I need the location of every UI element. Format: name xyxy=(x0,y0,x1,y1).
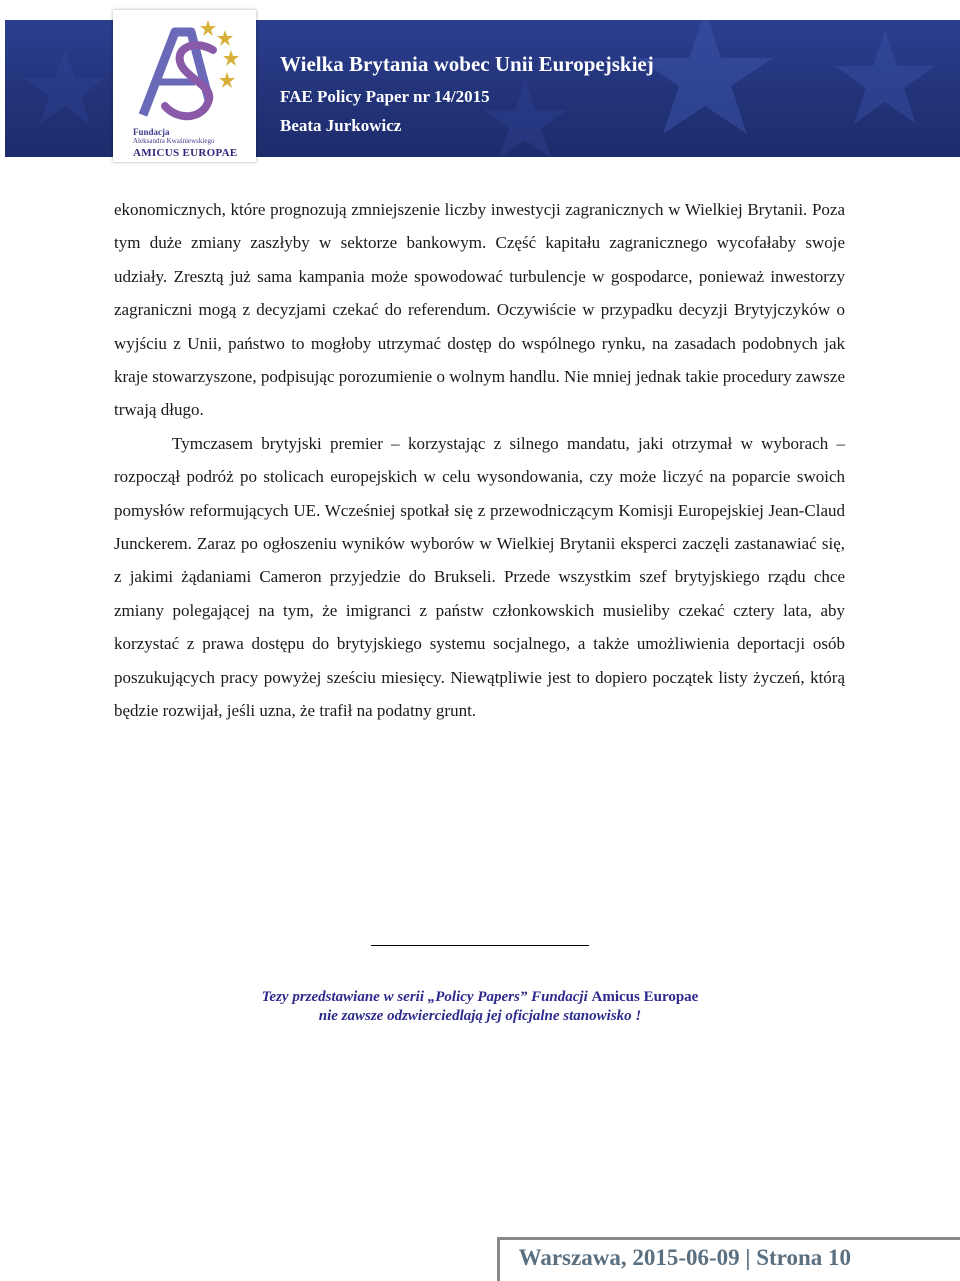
footer-date-page: Warszawa, 2015-06-09 | Strona 10 xyxy=(518,1245,851,1270)
disclaimer-text-part1: Tezy przedstawiane w serii „Policy Papers” Fundacji xyxy=(261,989,592,1005)
disclaimer xyxy=(180,988,780,1026)
paragraph-2: Tymczasem brytyjski premier – korzystając z silnego mandatu, jaki otrzymał w wyborach – rozpoczął podróż po stolicach europejskich w celu wysondowania, czy może liczyć na poparcie swoich pomysłów reformujących UE. Wcześniej spotkał się z przewodniczącym Komisji Europejskiej Jean-Claud Junckerem. Zaraz po ogłoszeniu wyników wyborów w Wielkiej Brytanii eksperci zaczęli zastanawiać się, z jakimi żądaniami Cameron przyjedzie do Brukseli. Przede wszystkim szef brytyjskiego rządu chce zmiany polegającej na tym, że imigranci z państw członkowskich musieliby czekać cztery lata, aby korzystać z prawa dostępu do brytyjskiego systemu socjalnego, a także umożliwienia deportacji osób poszukujących pracy powyżej sześciu miesięcy. Niewątpliwie jest to dopiero początek listy życzeń, którą będzie rozwijał, jeśli uzna, że trafił na podatny grunt. xyxy=(114,433,845,721)
body-text xyxy=(114,193,845,728)
series-number: FAE Policy Paper nr 14/2015 xyxy=(280,87,490,106)
amicus-europae-logo-icon xyxy=(113,10,256,128)
page-footer xyxy=(497,1237,960,1281)
logo-caption-fundacja: Fundacja xyxy=(133,127,170,137)
disclaimer-line-2: nie zawsze odzwierciedlają jej oficjalne stanowisko ! xyxy=(318,1008,642,1024)
paragraph-1: ekonomicznych, które prognozują zmniejszenie liczby inwestycji zagranicznych w Wielkiej Brytanii. Poza tym duże zmiany zaszłyby w sektorze bankowym. Część kapitału zagranicznego wycofałaby swoje udziały. Zresztą już sama kampania może spowodować turbulencje w gospodarce, ponieważ inwestorzy zagraniczni mogą z decyzjami czekać do referendum. Oczywiście w przypadku decyzji Brytyjczyków o wyjściu z Unii, państwo to mogłoby utrzymać dostęp do wspólnego rynku, na zasadach podobnych jak kraje stowarzyszone, podpisując porozumienie o wolnym handlu. Nie mniej jednak takie procedury zawsze trwają długo. xyxy=(114,200,845,420)
separator-line xyxy=(371,945,589,946)
disclaimer-foundation-name: Amicus Europae xyxy=(591,989,699,1005)
disclaimer-line-1 xyxy=(180,988,780,1007)
logo-caption-amicus: AMICUS EUROPAE xyxy=(133,147,238,159)
foundation-logo xyxy=(113,10,256,162)
header-text xyxy=(280,52,654,136)
author-name: Beata Jurkowicz xyxy=(280,116,402,135)
document-title: Wielka Brytania wobec Unii Europejskiej xyxy=(280,52,654,76)
logo-caption-name: Aleksandra Kwaśniewskiego xyxy=(133,137,215,145)
